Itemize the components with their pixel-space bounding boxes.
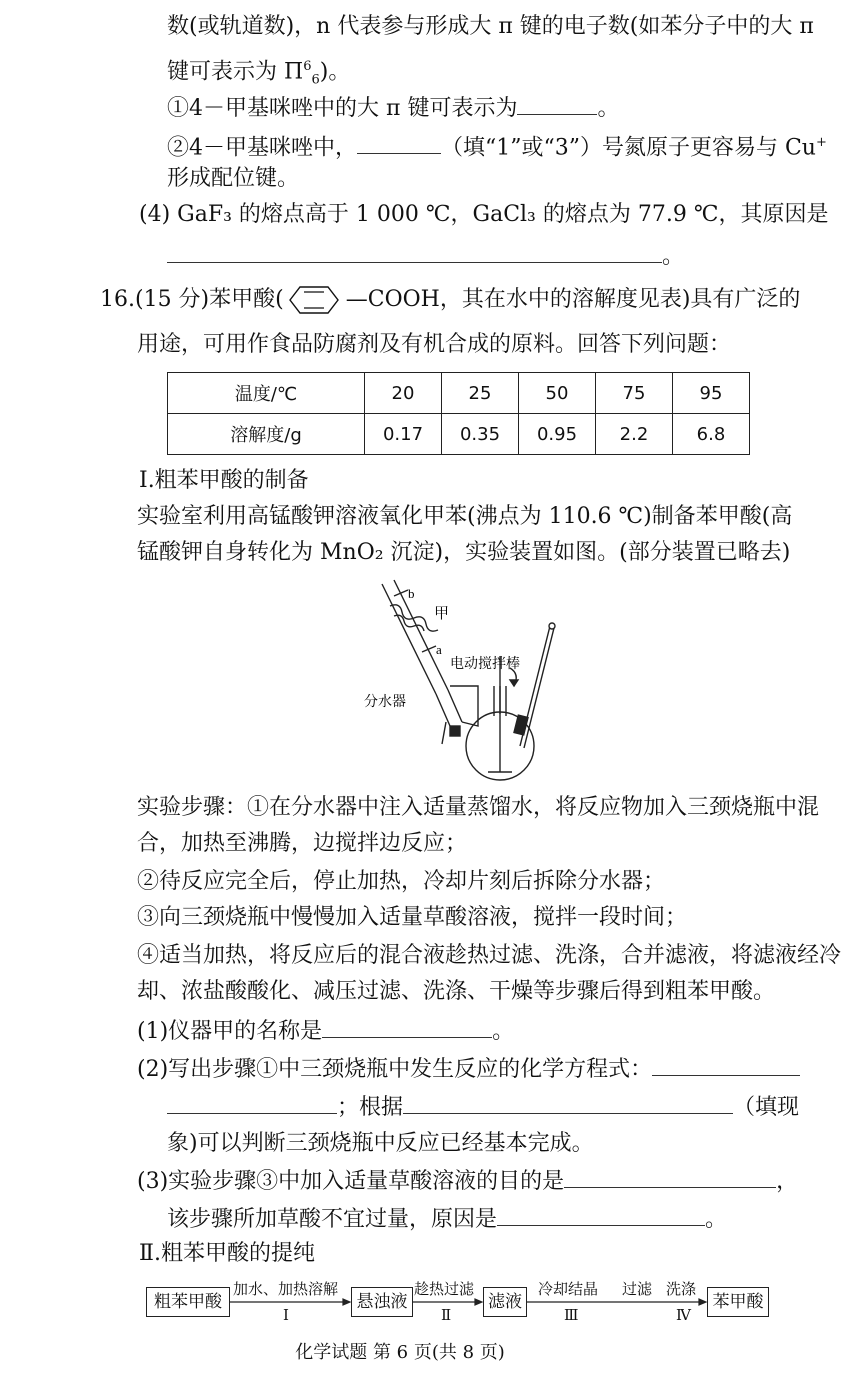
text-fragment: )。: [319, 59, 351, 85]
flow-step-label: 加水、加热溶解: [233, 1280, 339, 1298]
text-line: [167, 240, 684, 272]
text-fragment: （填现: [733, 1095, 800, 1120]
text-line: [137, 1165, 798, 1197]
text-line: 形成配位键。: [167, 166, 300, 191]
text-line: 用途，可用作食品防腐剂及有机合成的原料。回答下列问题：: [137, 332, 732, 357]
text-fragment: 该步骤所加草酸不宜过量，原因是: [167, 1207, 498, 1232]
flow-step-label: 过滤: [622, 1280, 653, 1298]
table-cell: 0.17: [365, 414, 442, 455]
flow-step-number: Ⅱ: [441, 1306, 452, 1324]
text-line: (4) GaF₃ 的熔点高于 1 000 ℃，GaCl₃ 的熔点为 77.9 ℃，其原因是: [139, 202, 829, 227]
text-line: 象)可以判断三颈烧瓶中反应已经基本完成。: [167, 1131, 594, 1156]
text-fragment: 。: [705, 1207, 728, 1232]
subscript: 6: [311, 72, 320, 88]
label-a: a: [436, 642, 442, 657]
text-fragment: 。: [492, 1019, 515, 1044]
answer-blank[interactable]: [403, 1091, 733, 1114]
text-line: [137, 1015, 514, 1047]
flow-box: 苯甲酸: [707, 1287, 769, 1317]
text-fragment: 。: [597, 96, 620, 121]
text-fragment: ；根据: [337, 1095, 404, 1120]
answer-blank[interactable]: [167, 240, 662, 263]
text-line: [167, 92, 619, 124]
table-header-cell: 温度/℃: [168, 373, 365, 414]
label-b: b: [408, 586, 415, 601]
table-cell: 0.35: [442, 414, 519, 455]
table-cell: 75: [596, 373, 673, 414]
text-fragment: ，: [776, 1169, 799, 1194]
flow-step-label: 冷却结晶: [538, 1280, 599, 1298]
flow-step-number: Ⅳ: [676, 1306, 691, 1324]
text-fragment: 16.(15 分)苯甲酸(: [100, 287, 284, 312]
text-line: [167, 1091, 799, 1123]
text-fragment: 键可表示为 Π: [167, 59, 304, 85]
superscript: +: [815, 135, 827, 150]
text-line: 实验步骤：①在分水器中注入适量蒸馏水，将反应物加入三颈烧瓶中混: [137, 795, 820, 820]
table-cell: 20: [365, 373, 442, 414]
text-fragment: ①4－甲基咪唑中的大 π 键可表示为: [167, 96, 518, 121]
table-header-cell: 溶解度/g: [168, 414, 365, 455]
section-heading: Ⅱ.粗苯甲酸的提纯: [139, 1241, 315, 1266]
text-fragment: (2)写出步骤①中三颈烧瓶中发生反应的化学方程式：: [137, 1057, 653, 1082]
text-fragment: （填“1”或“3”）号氮原子更容易与 Cu: [441, 135, 816, 161]
benzene-ring-icon: [284, 284, 346, 316]
label-separator: 分水器: [364, 694, 406, 710]
table-cell: 95: [673, 373, 750, 414]
text-line: [167, 1203, 727, 1235]
table-cell: 2.2: [596, 414, 673, 455]
text-line: 合，加热至沸腾，边搅拌边反应；: [137, 831, 468, 856]
flow-step-label: 洗涤: [666, 1280, 697, 1298]
text-fragment: (3)实验步骤③中加入适量草酸溶液的目的是: [137, 1169, 565, 1194]
text-line: [137, 1053, 800, 1085]
text-line: 实验室利用高锰酸钾溶液氧化甲苯(沸点为 110.6 ℃)制备苯甲酸(高: [137, 504, 793, 529]
text-line: 却、浓盐酸酸化、减压过滤、洗涤、干燥等步骤后得到粗苯甲酸。: [137, 979, 776, 1004]
table-cell: 50: [519, 373, 596, 414]
flow-box: 悬浊液: [351, 1287, 413, 1317]
text-line: ③向三颈烧瓶中慢慢加入适量草酸溶液，搅拌一段时间；: [137, 905, 688, 930]
answer-blank[interactable]: [652, 1053, 800, 1076]
answer-blank[interactable]: [517, 92, 597, 115]
answer-blank[interactable]: [357, 131, 441, 154]
label-jia: 甲: [434, 604, 450, 622]
flow-box: 粗苯甲酸: [146, 1287, 230, 1317]
text-fragment: —COOH，其在水中的溶解度见表)具有广泛的: [345, 287, 801, 312]
text-fragment: 。: [662, 244, 685, 269]
flow-box: 滤液: [483, 1287, 527, 1317]
flow-step-label: 趁热过滤: [414, 1280, 475, 1298]
answer-blank[interactable]: [322, 1015, 492, 1038]
text-fragment: (1)仪器甲的名称是: [137, 1019, 323, 1044]
apparatus-figure: [350, 576, 570, 786]
flow-step-number: Ⅲ: [564, 1306, 579, 1324]
section-heading: Ⅰ.粗苯甲酸的制备: [139, 468, 309, 493]
table-row: [168, 373, 750, 414]
answer-blank[interactable]: [167, 1091, 337, 1114]
question-16-stem: [100, 284, 800, 316]
text-line: 锰酸钾自身转化为 MnO₂ 沉淀)，实验装置如图。(部分装置已略去): [137, 540, 791, 565]
superscript: 6: [303, 59, 312, 74]
solubility-table: [167, 372, 750, 455]
text-line: ④适当加热，将反应后的混合液趁热过滤、洗涤，合并滤液，将滤液经冷: [137, 943, 841, 968]
label-stirrer: 电动搅拌棒: [450, 656, 520, 672]
table-cell: 0.95: [519, 414, 596, 455]
table-cell: 25: [442, 373, 519, 414]
text-fragment: ②4－甲基咪唑中，: [167, 135, 357, 161]
page-footer: 化学试题 第 6 页(共 8 页): [295, 1342, 505, 1363]
answer-blank[interactable]: [497, 1203, 705, 1226]
text-line: [167, 128, 827, 163]
answer-blank[interactable]: [564, 1165, 776, 1188]
table-cell: 6.8: [673, 414, 750, 455]
text-line: [167, 52, 350, 96]
table-row: [168, 414, 750, 455]
flow-step-number: Ⅰ: [283, 1306, 289, 1324]
text-line: 数(或轨道数)，n 代表参与形成大 π 键的电子数(如苯分子中的大 π: [167, 14, 814, 39]
text-line: ②待反应完全后，停止加热，冷却片刻后拆除分水器；: [137, 869, 666, 894]
